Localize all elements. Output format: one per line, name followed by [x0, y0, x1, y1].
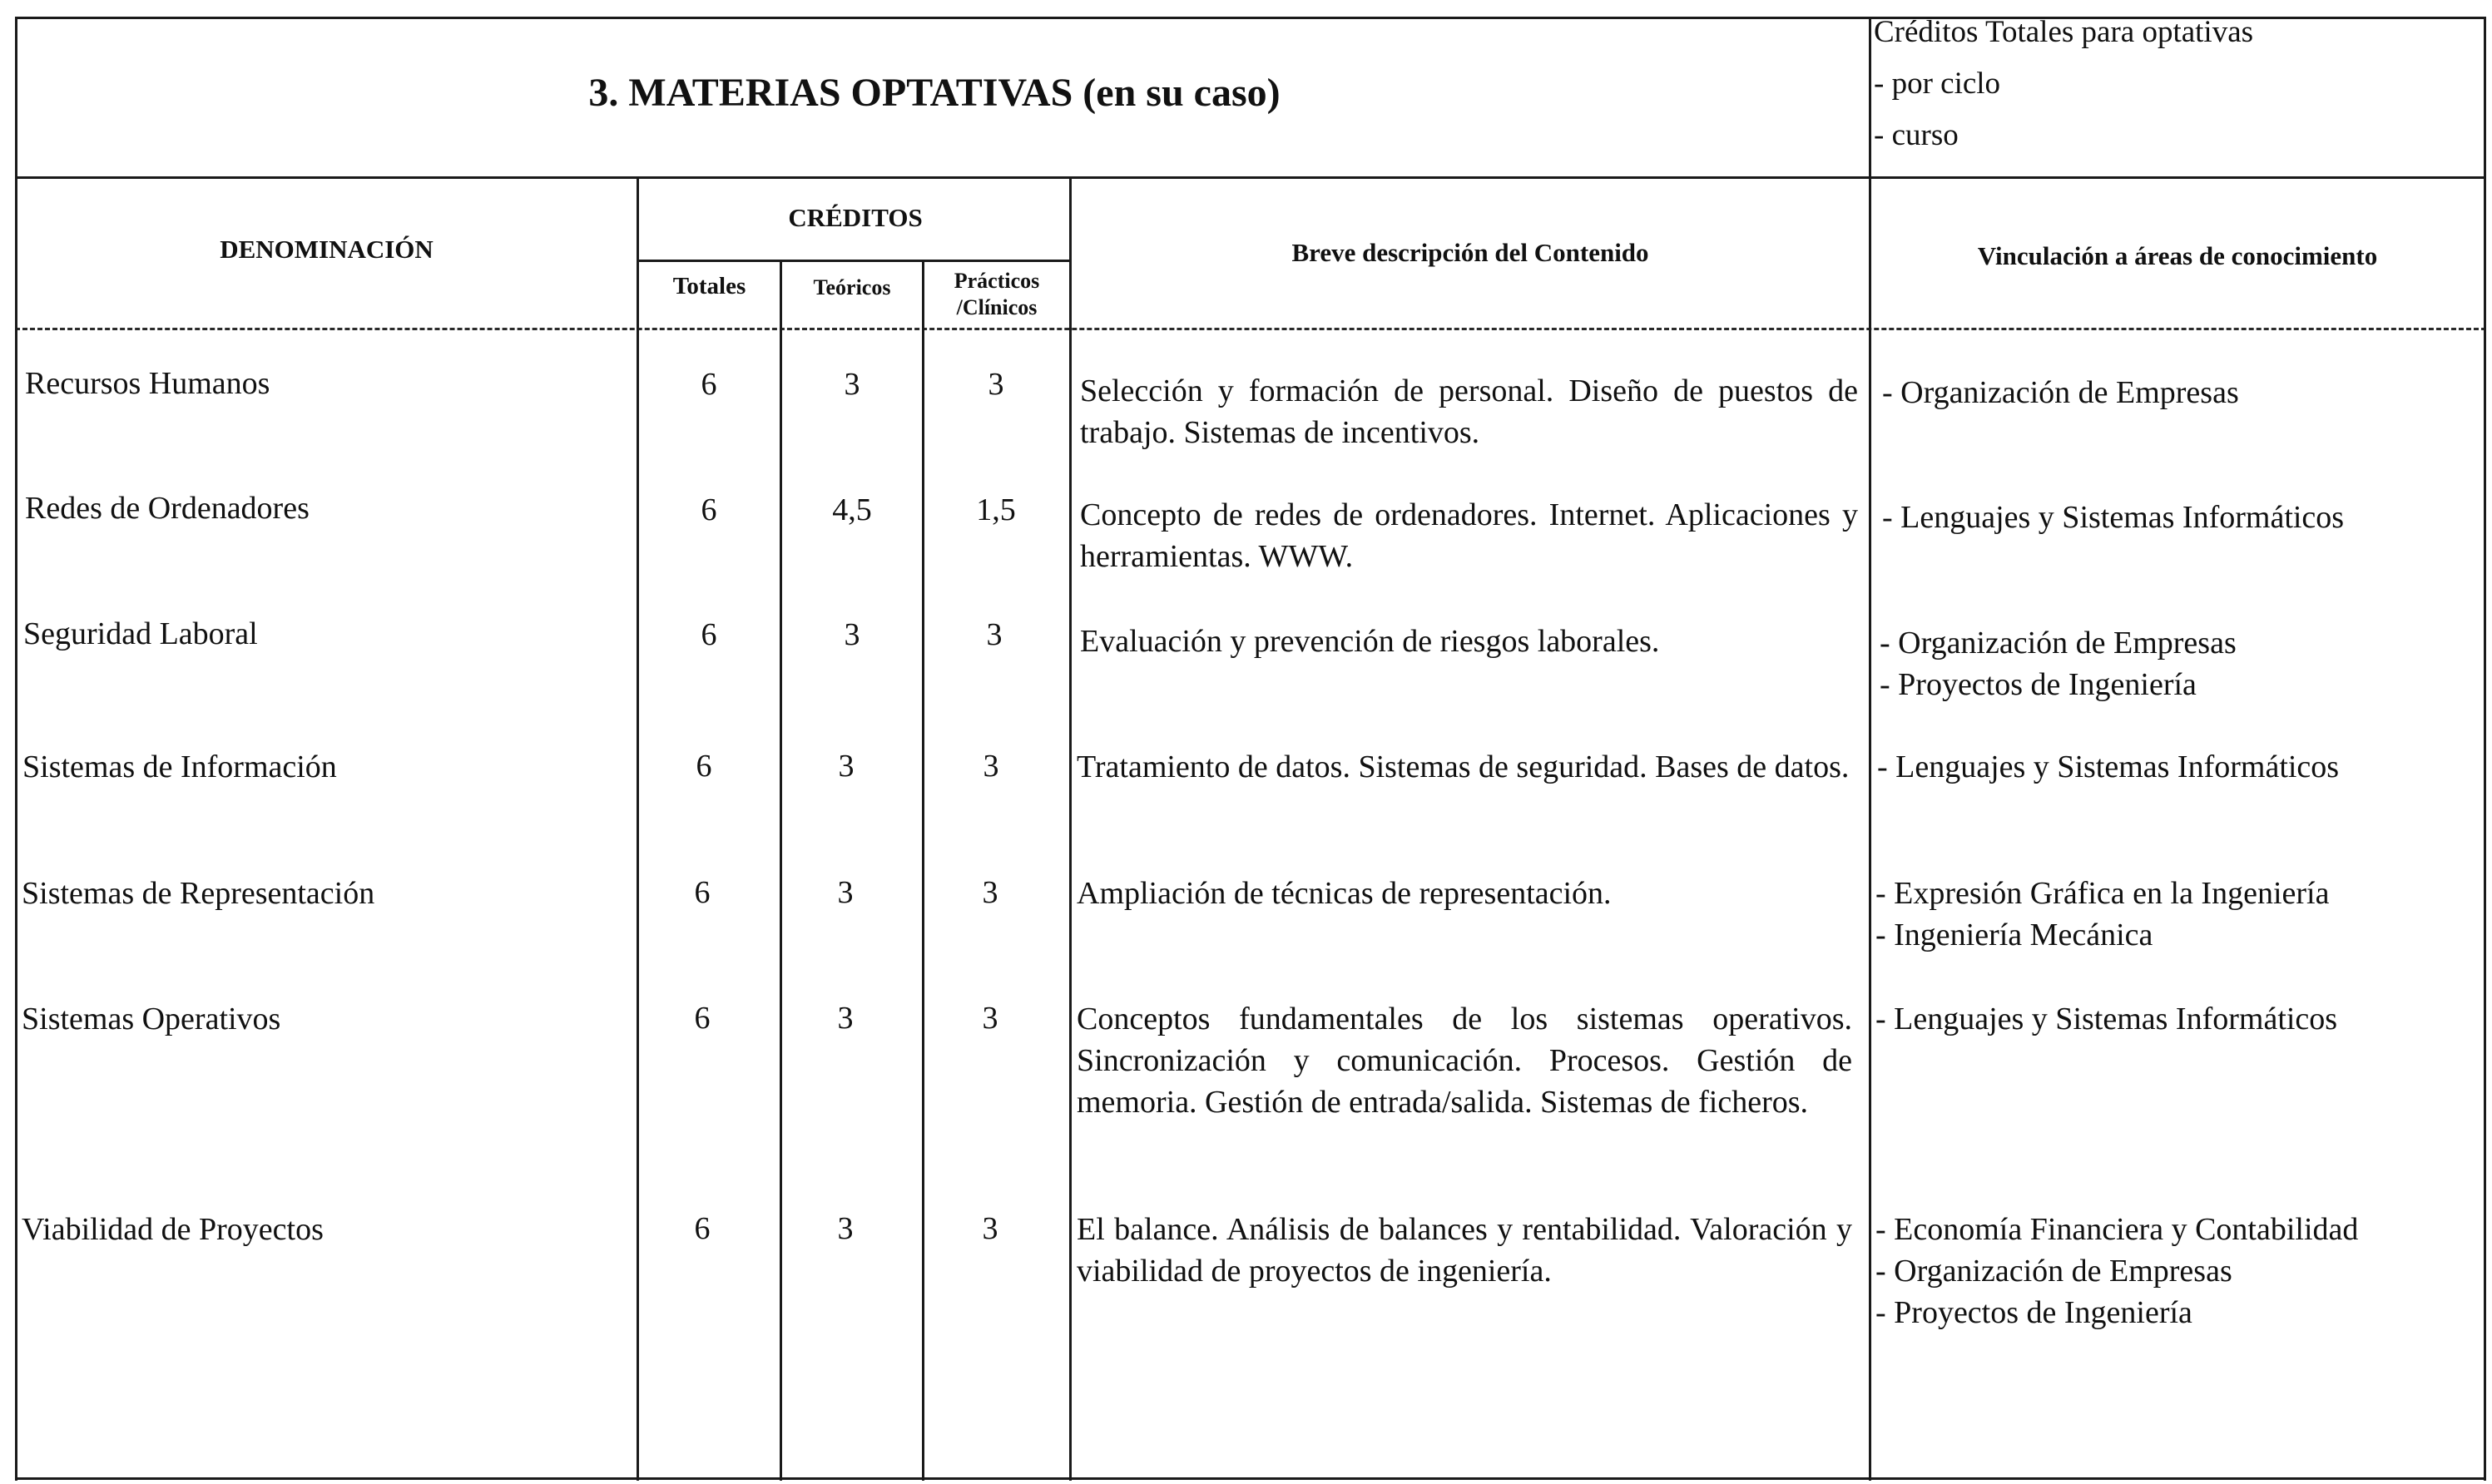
- area-item: - Lenguajes y Sistemas Informáticos: [1875, 1002, 2338, 1036]
- row-areas: [1877, 746, 2339, 788]
- row-teoricos: 3: [844, 367, 860, 402]
- row-totales: 6: [701, 492, 717, 527]
- row-name: Seguridad Laboral: [23, 616, 258, 651]
- area-item: - Ingeniería Mecánica: [1875, 918, 2153, 952]
- col-divider-creditos: [1069, 176, 1072, 1481]
- subheader-divider: [639, 260, 1072, 262]
- row-areas: [1880, 622, 2237, 705]
- row-teoricos: 3: [837, 1211, 854, 1246]
- area-item: - Organización de Empresas: [1880, 626, 2237, 660]
- row-teoricos: 3: [837, 875, 854, 910]
- row-teoricos: 4,5: [832, 492, 872, 527]
- row-name: Sistemas de Información: [22, 749, 337, 784]
- row-totales: 6: [701, 617, 717, 652]
- row-areas: [1875, 873, 2329, 956]
- area-item: - Proyectos de Ingeniería: [1875, 1295, 2192, 1330]
- row-totales: 6: [696, 749, 712, 784]
- row-name: Recursos Humanos: [25, 366, 270, 401]
- row-teoricos: 3: [844, 617, 860, 652]
- header-creditos: CRÉDITOS: [788, 203, 923, 232]
- row-teoricos: 3: [838, 749, 855, 784]
- header-vinculacion: Vinculación a áreas de conocimiento: [1977, 241, 2378, 270]
- row-practicos: 3: [983, 749, 999, 784]
- header-descripcion: Breve descripción del Contenido: [1291, 238, 1649, 267]
- credit-note-heading: Créditos Totales para optativas: [1874, 15, 2254, 49]
- row-areas: [1882, 497, 2344, 538]
- row-areas: [1875, 1209, 2358, 1333]
- credit-note: [1874, 7, 2253, 161]
- col-divider-teoricos: [922, 260, 924, 1481]
- row-name: Viabilidad de Proyectos: [22, 1212, 324, 1247]
- area-item: - Expresión Gráfica en la Ingeniería: [1875, 876, 2330, 911]
- header-totales: Totales: [672, 273, 746, 299]
- page-title: 3. MATERIAS OPTATIVAS (en su caso): [588, 71, 1281, 115]
- row-name: Sistemas Operativos: [22, 1002, 281, 1036]
- row-name: Redes de Ordenadores: [25, 491, 310, 526]
- row-practicos: 3: [982, 875, 998, 910]
- header-bottom-border: [15, 328, 2486, 330]
- row-description: Conceptos fundamentales de los sistemas operativos. Sincronización y comunicación. Procesos. Gestión de memoria. Gestión de entrada/salida. Sistemas de ficheros.: [1077, 1002, 1852, 1120]
- header-practicos: [924, 268, 1069, 321]
- row-teoricos: 3: [837, 1001, 854, 1036]
- area-item: - Proyectos de Ingeniería: [1880, 667, 2197, 702]
- credit-note-line: - por ciclo: [1874, 67, 2001, 101]
- row-description: Selección y formación de personal. Diseño de puestos de trabajo. Sistemas de incentivos.: [1080, 373, 1858, 450]
- row-practicos: 3: [988, 367, 1004, 402]
- row-description: Ampliación de técnicas de representación.: [1077, 876, 1612, 911]
- area-item: - Organización de Empresas: [1875, 1254, 2232, 1289]
- header-practicos-line1: Prácticos: [954, 269, 1040, 293]
- row-description: Evaluación y prevención de riesgos laborales.: [1080, 624, 1660, 659]
- area-item: - Lenguajes y Sistemas Informáticos: [1882, 500, 2345, 535]
- row-description: El balance. Análisis de balances y rentabilidad. Valoración y viabilidad de proyectos de ingeniería.: [1077, 1212, 1852, 1289]
- row-totales: 6: [701, 367, 717, 402]
- col-divider-totales: [780, 260, 782, 1481]
- row-name: Sistemas de Representación: [22, 876, 375, 911]
- bottom-border: [15, 1477, 2486, 1480]
- row-practicos: 3: [982, 1211, 998, 1246]
- row-areas: [1882, 372, 2239, 413]
- row-areas: [1875, 998, 2337, 1040]
- area-item: - Lenguajes y Sistemas Informáticos: [1877, 749, 2340, 784]
- row-practicos: 1,5: [976, 492, 1016, 527]
- right-border: [2484, 17, 2486, 1481]
- credit-note-line: - curso: [1874, 118, 1959, 152]
- row-practicos: 3: [982, 1001, 998, 1036]
- col-divider-denominacion: [637, 176, 639, 1481]
- title-bottom-border: [15, 176, 2486, 179]
- header-teoricos: Teóricos: [813, 275, 891, 299]
- row-description: Concepto de redes de ordenadores. Internet. Aplicaciones y herramientas. WWW.: [1080, 497, 1858, 574]
- row-totales: 6: [694, 1001, 711, 1036]
- row-practicos: 3: [986, 617, 1003, 652]
- row-totales: 6: [694, 875, 711, 910]
- title-note-divider: [1869, 17, 1871, 1481]
- header-denominacion: DENOMINACIÓN: [220, 235, 433, 264]
- row-totales: 6: [694, 1211, 711, 1246]
- area-item: - Organización de Empresas: [1882, 375, 2239, 410]
- area-item: - Economía Financiera y Contabilidad: [1875, 1212, 2359, 1247]
- header-practicos-line2: /Clínicos: [956, 295, 1038, 319]
- row-description: Tratamiento de datos. Sistemas de seguridad. Bases de datos.: [1077, 749, 1850, 784]
